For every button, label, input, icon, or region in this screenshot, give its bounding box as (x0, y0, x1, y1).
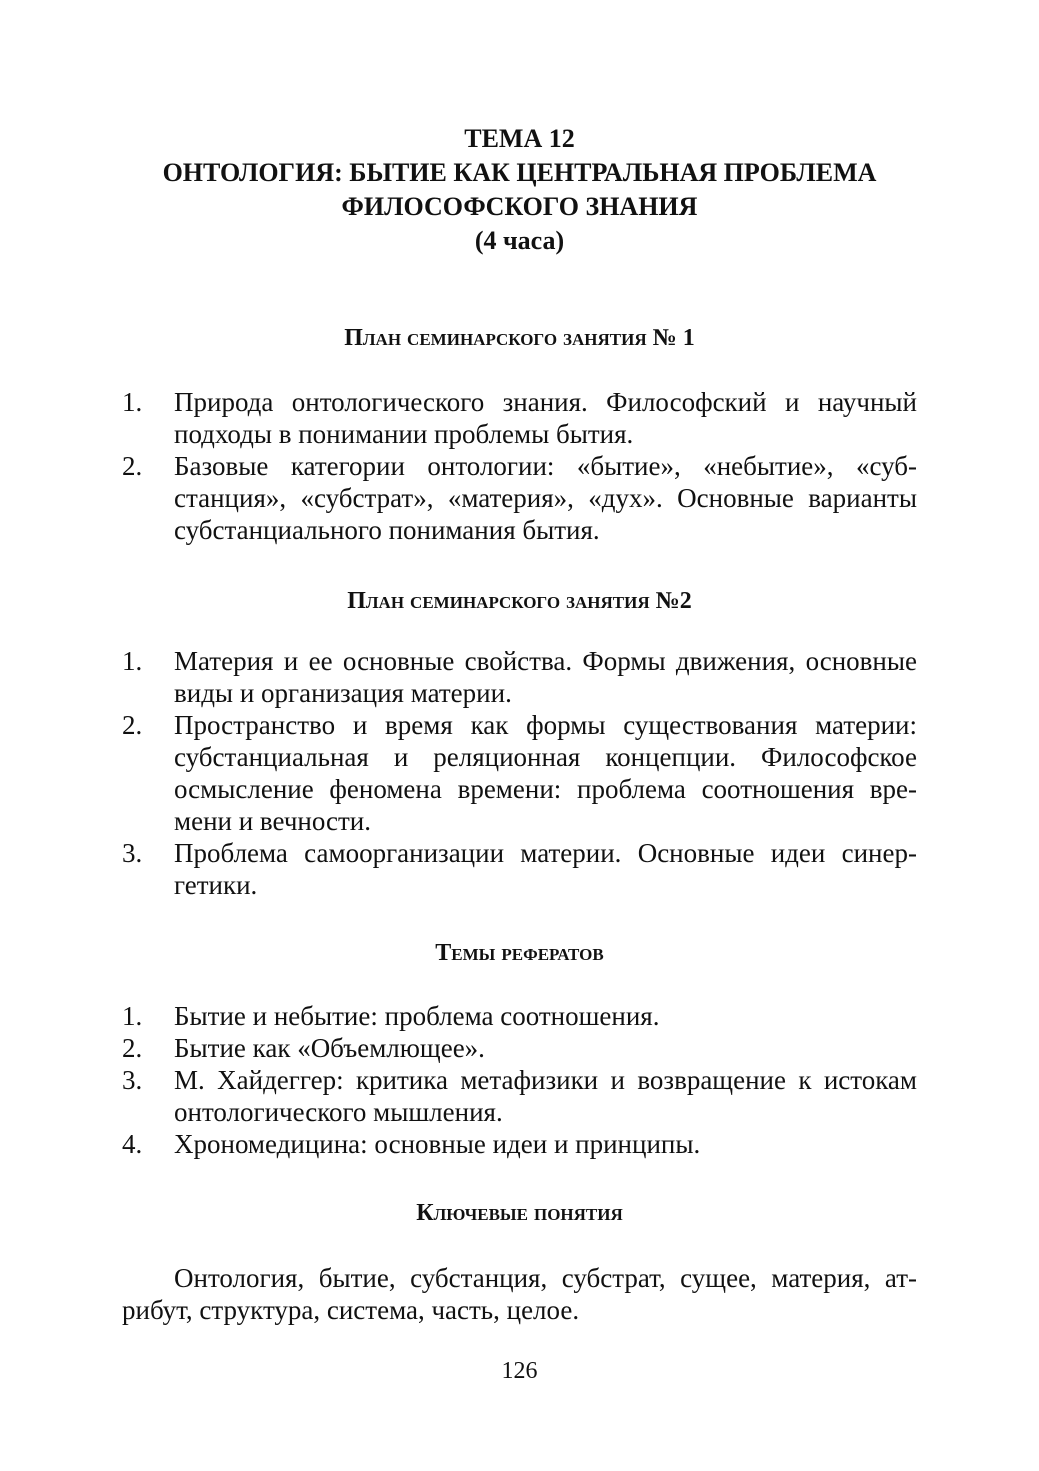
list-item (122, 837, 917, 901)
list-item-text: Проблема самоорганизации материи. Основные идеи синергетики. (174, 838, 917, 900)
page-number: 126 (501, 1358, 538, 1384)
list-item-number: 1. (122, 387, 143, 417)
list-item (122, 1128, 917, 1160)
list-item-number: 4. (122, 1129, 143, 1159)
list-item (122, 450, 917, 546)
list-item (122, 1000, 917, 1032)
list-item-text: Бытие и небытие: проблема соотношения. (174, 1001, 660, 1031)
list-item-number: 2. (122, 451, 143, 481)
list-item (122, 1064, 917, 1128)
topic-title-line-1: ОНТОЛОГИЯ: БЫТИЕ КАК ЦЕНТРАЛЬНАЯ ПРОБЛЕМА (162, 158, 877, 187)
list-item (122, 645, 917, 709)
list-item-text: Пространство и время как формы существования материи: субстанциальная и реляционная концепции. Философское осмысление феномена времени: проблема соотношения времени и вечности. (174, 710, 917, 836)
seminar-plan-2-heading: План семинарского занятия №2 (347, 588, 692, 614)
list-item-number: 2. (122, 710, 143, 740)
seminar-plan-1-heading: План семинарского занятия № 1 (344, 325, 695, 351)
list-item-text: Бытие как «Объемлющее». (174, 1033, 485, 1063)
topic-hours: (4 часа) (474, 226, 565, 255)
topic-title-line-2: ФИЛОСОФСКОГО ЗНАНИЯ (341, 192, 698, 221)
topic-number: ТЕМА 12 (464, 124, 575, 153)
seminar-plan-2-list (122, 645, 917, 901)
list-item-number: 1. (122, 1001, 143, 1031)
seminar-plan-1-list (122, 386, 917, 546)
list-item-number: 1. (122, 646, 143, 676)
key-concepts-heading: Ключевые понятия (416, 1200, 623, 1226)
key-concepts-text: Онтология, бытие, субстанция, субстрат, сущее, материя, атрибут, структура, система, часть, целое. (122, 1263, 917, 1325)
list-item-text: Материя и ее основные свойства. Формы движения, основные виды и организация материи. (174, 646, 917, 708)
list-item (122, 709, 917, 837)
list-item-number: 3. (122, 1065, 143, 1095)
list-item-text: Базовые категории онтологии: «бытие», «небытие», «субстанция», «субстрат», «материя», «дух». Основные варианты субстанциального понимания бытия. (174, 451, 917, 545)
list-item-text: М. Хайдеггер: критика метафизики и возвращение к истокам онтологического мышления. (174, 1065, 917, 1127)
list-item-number: 2. (122, 1033, 143, 1063)
list-item-number: 3. (122, 838, 143, 868)
list-item (122, 386, 917, 450)
essay-topics-heading: Темы рефератов (435, 940, 604, 966)
list-item-text: Природа онтологического знания. Философский и научный подходы в понимании проблемы бытия. (174, 387, 917, 449)
list-item (122, 1032, 917, 1064)
essay-topics-list (122, 1000, 917, 1160)
topic-title-block (0, 122, 1039, 258)
list-item-text: Хрономедицина: основные идеи и принципы. (174, 1129, 701, 1159)
